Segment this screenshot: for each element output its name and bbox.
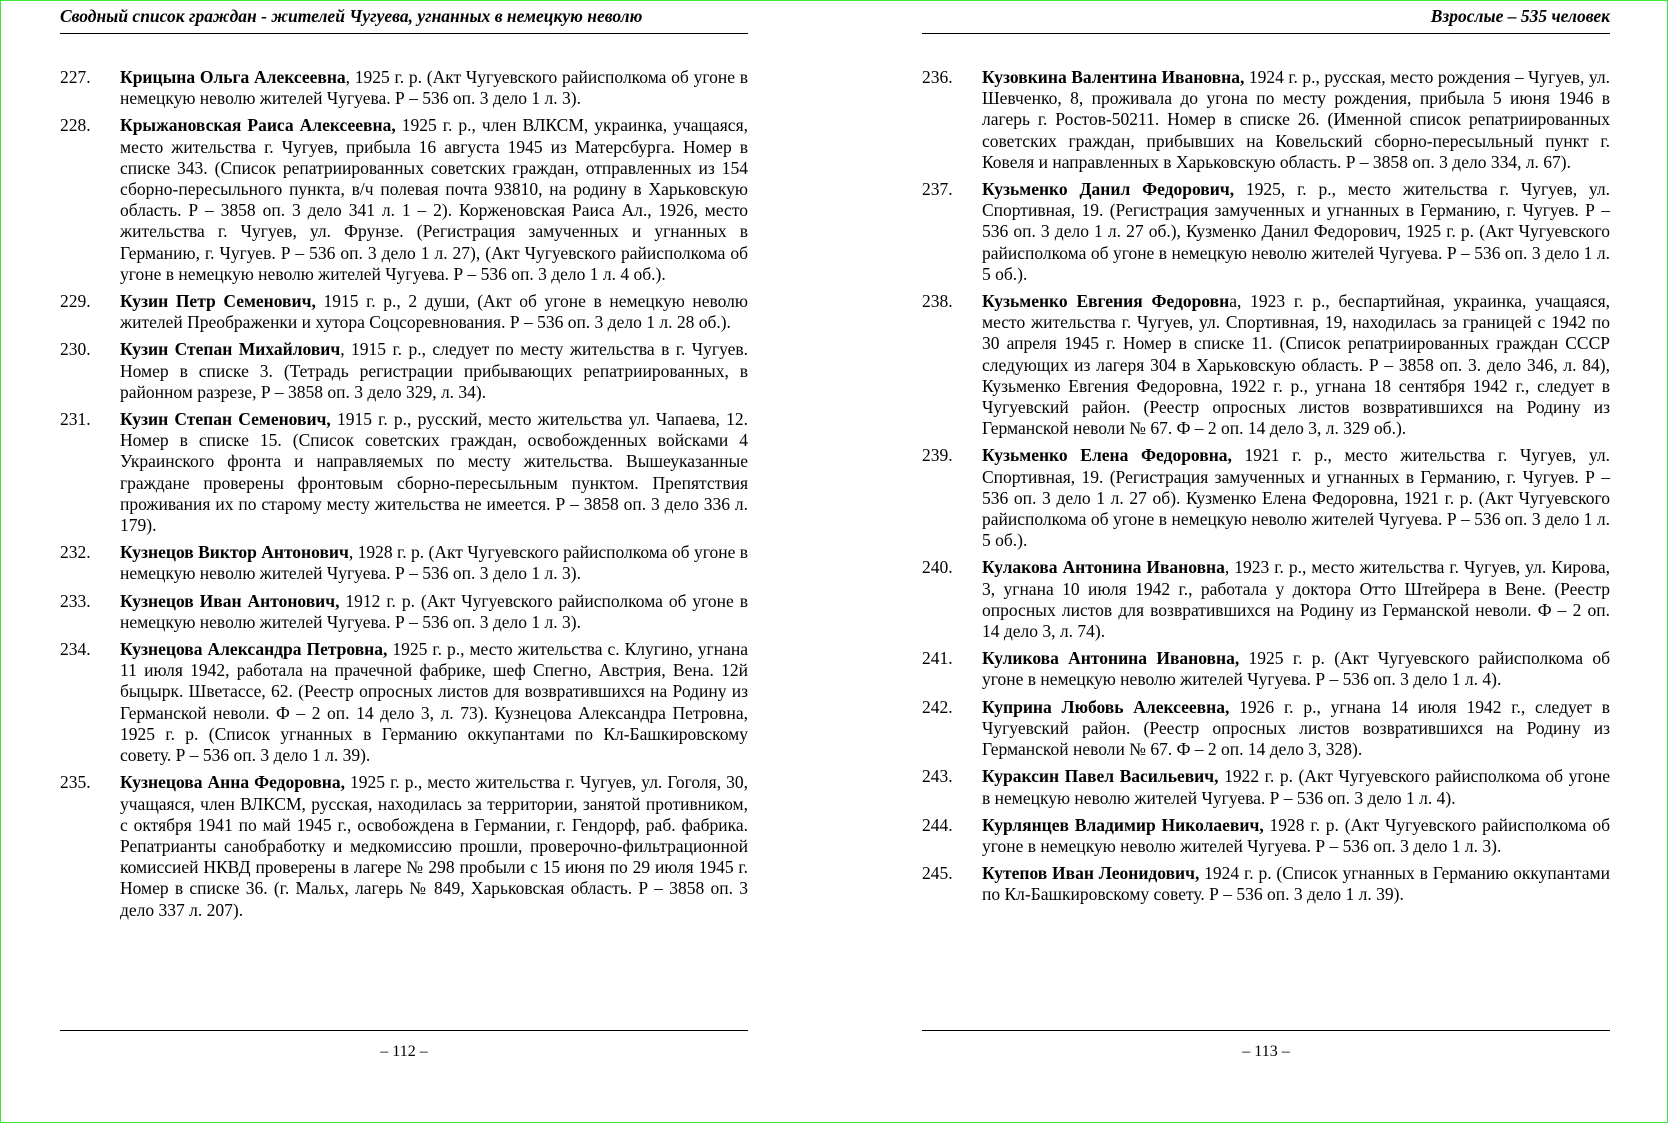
entry-number: 231. [60,409,91,430]
entry-person-name: Кулакова Антонина Ивановна [982,557,1225,578]
entry-number: 238. [922,291,953,312]
right-running-header: Взрослые – 535 человек [1430,6,1610,26]
left-header-rule [60,33,748,34]
entry-details: 1924 г. р. (Список угнанных в Германию оккупантами по Кл-Башкировскому совету. Р – 536 оп. 3 дело 1 л. 39). [982,863,1610,905]
right-page [922,0,1610,1123]
entry-person-name: Куликова Антонина Ивановна, [982,648,1240,669]
entry-text [120,409,748,536]
entry-details: , 1925 г. р. (Акт Чугуевского райисполкома об угоне в немецкую неволю жителей Чугуева. Р – 536 оп. 3 дело 1 л. 3). [120,67,748,109]
left-page-number: – 112 – [380,1043,428,1060]
right-entry-list [922,67,1610,912]
entry-details: 1915 г. р., 2 души, (Акт об угоне в немецкую неволю жителей Преображенки и хутора Соцсоревнования. Р – 536 оп. 3 дело 1 л. 28 об.). [120,291,748,333]
list-entry [922,67,1610,173]
entry-details: 1915 г. р., русский, место жительства ул. Чапаева, 12. Номер в списке 15. (Список советских граждан, освобожденных войсками 4 Украинского фронта и направляемых по месту жительства. Вышеуказанные граждане проверены фронтовым сборно-пересыльным пунктом. Препятствия проживания их по старому месту жительства не имеется. Р – 3858 оп. 3 дело 336 л. 179). [120,409,748,536]
entry-number: 228. [60,115,91,136]
entry-person-name: Кузовкина Валентина Ивановна, [982,67,1245,87]
entry-details: 1925 г. р., член ВЛКСМ, украинка, учащаяся, место жительства г. Чугуев, прибыла 16 августа 1945 из Матерсбурга. Номер в списке 343. (Список репатриированных советских граждан, отправленных из 154 сборно-пересыльного пункта, в/ч полевая почта 93810, на родину в Харьковскую область. Р – 3858 оп. 3 дело 341 л. 1 – 2). Корженовская Раиса Ал., 1926, место жительства г. Чугуев, ул. Фрунзе. (Регистрация замученных и угнанных в Германию, г. Чугуев. Р – 536 оп. 3 дело 1 л. 27), (Акт Чугуевского райисполкома об угоне в немецкую неволю жителей Чугуева. Р – 536 оп. 3 дело 1 л. 4 об.). [120,115,748,284]
entry-number: 240. [922,557,953,578]
left-footer-rule [60,1030,748,1031]
list-entry [60,67,748,109]
entry-text [120,339,748,403]
entry-details: а, 1923 г. р., беспартийная, украинка, учащаяся, место жительства г. Чугуев, ул. Спортивная, 19, находилась за границей с 1942 по 30 апреля 1945 г. Номер в списке 11. (Список репатриированных граждан СССР следующих из лагеря 304 в Харьковскую область. Р – 3858 оп. 3. дело 346, л. 84), Кузьменко Евгения Федоровна, 1922 г. р., угнана 18 сентября 1942 г., следует в Чугуевский район. (Реестр опросных листов возвратившихся на Родину из Германской неволи № 67. Ф – 2 оп. 14 дело 3, л. 329 об.). [982,291,1611,439]
entry-number: 237. [922,179,953,200]
entry-number: 243. [922,766,953,787]
list-entry [60,339,748,403]
entry-text [982,557,1610,642]
list-entry [60,772,748,920]
entry-text [120,639,748,766]
left-page [60,0,748,1123]
list-entry [922,648,1610,690]
entry-details: , 1923 г. р., место жительства г. Чугуев, ул. Кирова, 3, угнана 10 июля 1942 г., работала у доктора Отто Штейрера в Вене. (Реестр опросных листов для возвратившихся на Родину из Германской неволи. Ф – 2 оп. 14 дело 3, л. 74). [982,557,1610,642]
list-entry [922,179,1610,285]
entry-text [120,115,748,285]
entry-person-name: Крицына Ольга Алексеевна [120,67,346,87]
entry-details: 1922 г. р. (Акт Чугуевского райисполкома об угоне в немецкую неволю жителей Чугуева. Р – 536 оп. 3 дело 1 л. 4). [982,766,1611,808]
entry-person-name: Кузин Петр Семенович, [120,291,316,312]
entry-details: 1925, г. р., место жительства г. Чугуев, ул. Спортивная, 19. (Регистрация замученных и угнанных в Германию, г. Чугуев. Р – 536 оп. 3 дело 1 л. 27 об.), Кузменко Данил Федорович, 1925 г. р. (Акт Чугуевского райисполкома об угоне в немецкую неволю жителей Чугуева. Р – 536 оп. 3 дело 1 л. 5 об.). [982,179,1610,284]
entry-number: 227. [60,67,91,87]
entry-number: 241. [922,648,953,669]
list-entry [922,291,1610,439]
right-header-rule [922,33,1610,34]
entry-text [120,772,748,920]
entry-details: , 1915 г. р., следует по месту жительства в г. Чугуев. Номер в списке 3. (Тетрадь регистрации прибывающих репатриированных, в районном разрезе, Р – 3858 оп. 3 дело 329, л. 34). [120,339,748,402]
entry-details: 1925 г. р., место жительства г. Чугуев, ул. Гоголя, 30, учащаяся, член ВЛКСМ, русская, находилась за территории, занятой противником, с октября 1941 по май 1945 г., освобождена в Германии, г. Гендорф, раб. фабрика. Репатрианты санобработку и медкомиссию прошли, проверочно-фильтрационной комиссией НКВД проверены в лагере № 298 пробыли с 15 июня по 29 июля 1945 г. Номер в списке 36. (г. Мальх, лагерь № 849, Харьковская область. Р – 3858 оп. 3 дело 337 л. 207). [120,772,748,920]
entry-text [982,697,1610,761]
entry-details: 1926 г. р., угнана 14 июля 1942 г., следует в Чугуевский район. (Реестр опросных листов возвратившихся на Родину из Германской неволи № 67. Ф – 2 оп. 14 дело 3, 328). [982,696,1611,760]
list-entry [922,766,1610,808]
entry-person-name: Кузин Степан Михайлович [120,339,341,360]
entry-person-name: Кузнецова Александра Петровна, [120,639,388,660]
entry-details: , 1928 г. р. (Акт Чугуевского райисполкома об угоне в немецкую неволю жителей Чугуева. Р – 536 оп. 3 дело 1 л. 3). [120,542,749,584]
list-entry [60,291,748,333]
entry-person-name: Курлянцев Владимир Николаевич, [982,814,1264,835]
entry-number: 244. [922,814,953,835]
entry-person-name: Крыжановская Раиса Алексеевна, [120,115,396,136]
entry-text [982,815,1610,857]
entry-details: 1924 г. р., русская, место рождения – Чугуев, ул. Шевченко, 8, проживала до угона по месту рождения, прибыла 5 июня 1946 в лагерь г. Ростов-50211. Номер в списке 26. (Именной список репатриированных советских граждан, прибывших на Ковельский сборно-пересыльный пункт г. Ковеля и направленных в Харьковскую область. Р – 3858 оп. 3 дело 334, л. 67). [982,67,1610,172]
entry-text [982,863,1610,905]
entry-text [120,291,748,333]
entry-number: 233. [60,590,91,611]
entry-person-name: Куприна Любовь Алексеевна, [982,696,1230,717]
entry-person-name: Кузин Степан Семенович, [120,409,331,430]
right-page-number: – 113 – [1242,1043,1290,1060]
list-entry [60,542,748,584]
list-entry [922,815,1610,857]
entry-number: 242. [922,696,953,717]
entry-number: 239. [922,445,953,466]
entry-text [982,648,1610,690]
list-entry [922,445,1610,551]
entry-number: 245. [922,863,953,884]
list-entry [922,697,1610,761]
entry-details: 1928 г. р. (Акт Чугуевского райисполкома об угоне в немецкую неволю жителей Чугуева. Р – 536 оп. 3 дело 1 л. 3). [982,814,1611,856]
entry-number: 236. [922,67,953,87]
left-entry-list [60,67,748,927]
entry-details: 1921 г. р., место жительства г. Чугуев, ул. Спортивная, 19. (Регистрация замученных и угнанных в Германию, г. Чугуев. Р – 536 оп. 3 дело 1 л. 27 об). Кузменко Елена Федоровна, 1921 г. р. (Акт Чугуевского райисполкома об угоне в немецкую неволю жителей Чугуева. Р – 536 оп. 3 дело 1 л. 5 об.). [982,445,1610,551]
entry-details: 1925 г. р. (Акт Чугуевского райисполкома об угоне в немецкую неволю жителей Чугуева. Р – 536 оп. 3 дело 1 л. 4). [982,648,1610,690]
entry-number: 230. [60,339,91,360]
entry-person-name: Кузьменко Елена Федоровна, [982,445,1232,466]
entry-details: 1925 г. р., место жительства с. Клугино, угнана 11 июля 1942, работала на прачечной фабрике, шеф Спегно, Австрия, Вена. 12й быцырк. Шветассе, 62. (Реестр опросных листов для возвратившихся на Родину из Германской неволи. Ф – 2 оп. 14 дело 3, л. 73). Кузнецова Александра Петровна, 1925 г. р. (Список угнанных в Германию оккупантами по Кл-Башкировскому совету. Р – 536 оп. 3 дело 1 л. 39). [120,639,748,766]
list-entry [922,863,1610,905]
entry-number: 232. [60,542,91,563]
entry-text [982,766,1610,808]
entry-number: 235. [60,772,91,793]
entry-person-name: Кураксин Павел Васильевич, [982,766,1219,787]
entry-text [120,67,748,109]
entry-person-name: Кузнецова Анна Федоровна, [120,772,345,793]
list-entry [60,639,748,766]
entry-details: 1912 г. р. (Акт Чугуевского райисполкома об угоне в немецкую неволю жителей Чугуева. Р – 536 оп. 3 дело 1 л. 3). [120,590,748,632]
right-footer-rule [922,1030,1610,1031]
entry-person-name: Кузьменко Евгения Федоровн [982,291,1230,312]
list-entry [922,557,1610,642]
entry-person-name: Кузнецов Иван Антонович, [120,590,340,611]
entry-number: 234. [60,639,91,660]
entry-text [982,291,1610,439]
entry-text [120,542,748,584]
entry-person-name: Кутепов Иван Леонидович, [982,863,1200,884]
entry-text [982,67,1610,173]
list-entry [60,409,748,536]
entry-person-name: Кузьменко Данил Федорович, [982,179,1235,200]
left-running-header: Сводный список граждан - жителей Чугуева, угнанных в немецкую неволю [60,6,643,26]
list-entry [60,591,748,633]
entry-text [982,445,1610,551]
entry-text [120,591,748,633]
entry-person-name: Кузнецов Виктор Антонович [120,542,349,563]
entry-text [982,179,1610,285]
entry-number: 229. [60,291,91,312]
list-entry [60,115,748,285]
